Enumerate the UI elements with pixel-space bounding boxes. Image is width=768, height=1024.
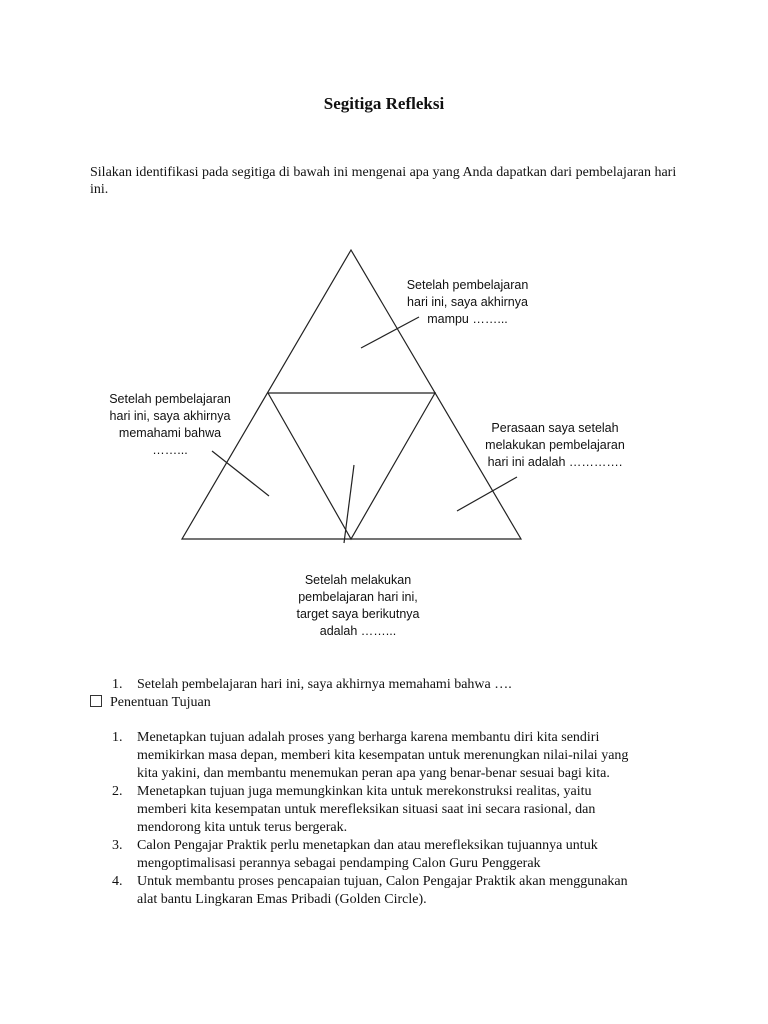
inner-triangle [268, 393, 435, 539]
intro-paragraph: Silakan identifikasi pada segitiga di bawah ini mengenai apa yang Anda dapatkan dari pembelajaran hari ini. [90, 165, 677, 197]
pointer-bottom [344, 465, 354, 543]
list-item: 3. Calon Pengajar Praktik perlu menetapkan dan atau merefleksikan tujuannya untuk mengoptimalisasi perannya sebagai pendamping Calon Guru Penggerak [112, 838, 598, 871]
list-item: 1. Setelah pembelajaran hari ini, saya akhirnya memahami bahwa …. [112, 677, 512, 692]
label-bottom: Setelah melakukan pembelajaran hari ini, target saya berikutnya adalah ……... [296, 573, 420, 638]
first-list [0, 676, 768, 694]
checkbox-bullet-icon [90, 695, 102, 707]
page-title: Segitiga Refleksi [323, 94, 445, 113]
label-right: Perasaan saya setelah melakukan pembelajaran hari ini adalah …………. [485, 421, 625, 469]
list-item: 1. Menetapkan tujuan adalah proses yang berharga karena membantu diri kita sendiri memikirkan masa depan, memberi kita kesempatan untuk merenungkan nilai-nilai yang kita yakini, dan membantu menemukan peran apa yang benar-benar sesuai bagi kita. [112, 730, 629, 781]
second-list [0, 729, 768, 909]
label-left: Setelah pembelajaran hari ini, saya akhirnya memahami bahwa ……... [109, 392, 231, 457]
label-top-right: Setelah pembelajaran hari ini, saya akhirnya mampu ……... [406, 278, 529, 326]
list-item: 2. Menetapkan tujuan juga memungkinkan kita untuk merekonstruksi realitas, yaitu memberi kita kesempatan untuk merefleksikan situasi saat ini secara rasional, dan mendorong kita untuk terus bergerak. [112, 784, 596, 835]
list-item: 4. Untuk membantu proses pencapaian tujuan, Calon Pengajar Praktik akan menggunakan alat bantu Lingkaran Emas Pribadi (Golden Circle). [112, 874, 628, 907]
section-heading: Penentuan Tujuan [90, 694, 211, 712]
